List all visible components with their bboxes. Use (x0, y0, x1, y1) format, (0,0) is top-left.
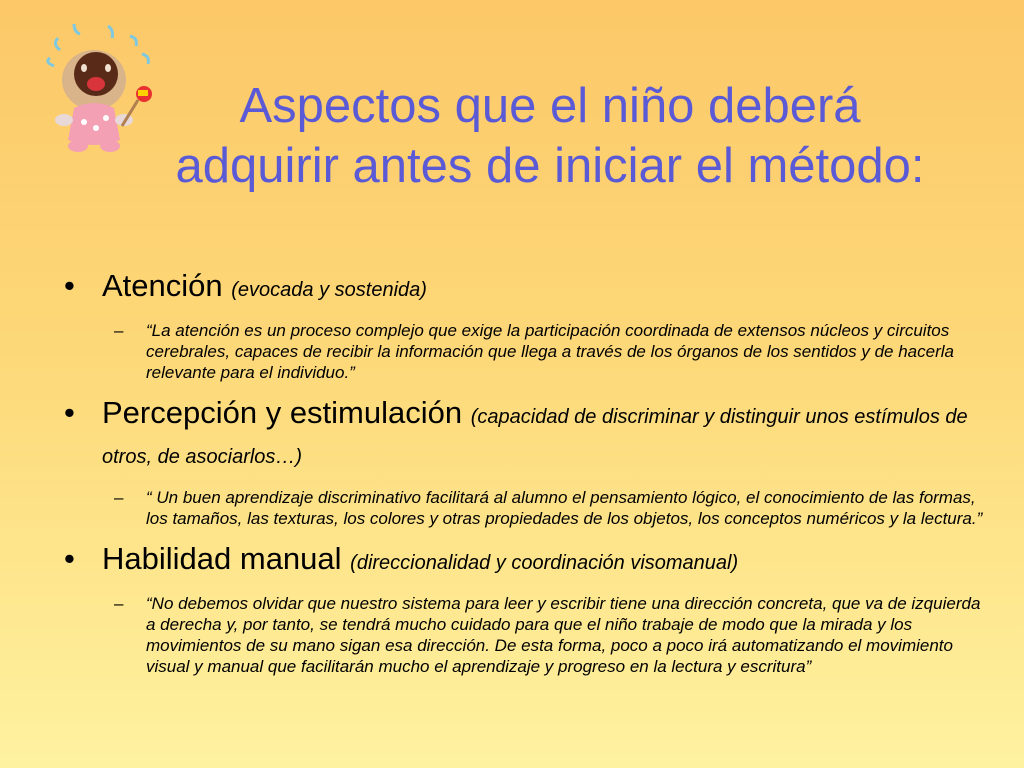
title-line-2: adquirir antes de iniciar el método: (175, 139, 925, 193)
sub-quote-percepcion (60, 487, 990, 529)
bullet-atencion (60, 268, 990, 308)
quote-text: “La atención es un proceso complejo que exige la participación coordinada de extensos núcleos y circuitos cerebrales, capaces de recibir la información que llega a través de los órganos de los sentidos y de hacerla relevante para el individuo.” (146, 321, 954, 382)
bullet-note: (capacidad de discriminar y distinguir unos estímulos de otros, de asociarlos…) (102, 406, 968, 468)
bullet-label: Atención (102, 268, 223, 303)
dash-marker: – (114, 321, 124, 340)
bullet-note: (evocada y sostenida) (231, 279, 427, 301)
title-line-1: Aspectos que el niño deberá (239, 79, 861, 133)
sub-quote-habilidad (60, 593, 990, 677)
quote-text: “No debemos olvidar que nuestro sistema para leer y escribir tiene una dirección concreta, que va de izquierda a derecha y, por tanto, se tendrá mucho cuidado para que el niño trabaje de modo que la mirada y los movimientos de su mano sigan esa dirección. De esta forma, poco a poco irá automatizando el movimiento visual y manual que facilitarán mucho el aprendizaje y progreso en la lectura y escritura” (146, 594, 981, 676)
bullet-marker: • (64, 541, 75, 576)
sub-quote-atencion (60, 320, 990, 383)
bullet-label: Habilidad manual (102, 541, 342, 576)
bullet-marker: • (64, 395, 75, 430)
bullet-note: (direccionalidad y coordinación visomanual) (350, 552, 739, 574)
slide-title (100, 76, 1000, 196)
dash-marker: – (114, 594, 124, 613)
bullet-habilidad (60, 541, 990, 581)
dash-marker: – (114, 488, 124, 507)
bullet-label: Percepción y estimulación (102, 395, 463, 430)
bullet-percepcion (60, 395, 990, 475)
bullet-marker: • (64, 268, 75, 303)
slide-body (60, 268, 990, 677)
quote-text: “ Un buen aprendizaje discriminativo facilitará al alumno el pensamiento lógico, el conocimiento de las formas, los tamaños, las texturas, los colores y otras propiedades de los objetos, los conceptos numéricos y la lectura.” (146, 488, 983, 528)
